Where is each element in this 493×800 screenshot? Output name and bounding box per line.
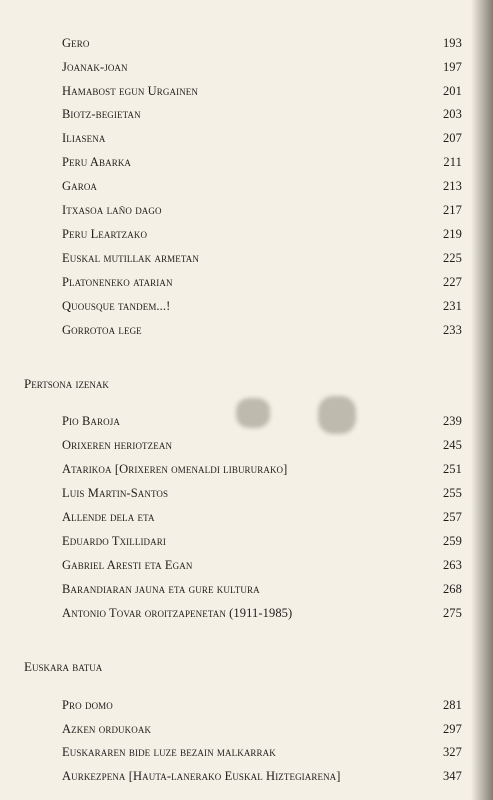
toc-title: Itxasoa laño dago xyxy=(62,203,162,217)
toc-title: Antonio Tovar oroitzapenetan (1911-1985) xyxy=(62,606,293,620)
toc-entry xyxy=(62,745,462,760)
toc-page-number: 347 xyxy=(442,769,462,783)
toc-page-number: 203 xyxy=(442,107,462,121)
page-edge-shadow xyxy=(471,0,493,800)
toc-title: Garoa xyxy=(62,179,98,193)
toc-page-number: 213 xyxy=(442,179,462,193)
toc-entry xyxy=(62,582,462,597)
toc-entry xyxy=(62,606,462,621)
toc-entry xyxy=(62,131,462,146)
toc-title: Barandiaran jauna eta gure kultura xyxy=(62,582,260,596)
toc-title: Azken ordukoak xyxy=(62,722,152,736)
toc-title: Pio Baroja xyxy=(62,414,120,428)
toc-title: Luis Martin-Santos xyxy=(62,486,169,500)
toc-page-number: 251 xyxy=(442,462,462,476)
toc-entry xyxy=(62,534,462,549)
toc-title: Eduardo Txillidari xyxy=(62,534,166,548)
section-heading: Euskara batua xyxy=(24,659,103,674)
toc-title: Euskal mutillak armetan xyxy=(62,251,199,265)
toc-entry xyxy=(62,510,462,525)
toc-page-number: 219 xyxy=(442,227,462,241)
toc-title: Atarikoa [Orixeren omenaldi libururako] xyxy=(62,462,288,476)
toc-entry xyxy=(62,84,462,99)
toc-page-number: 227 xyxy=(442,275,462,289)
toc-page-number: 231 xyxy=(442,299,462,313)
toc-title: Aurkezpena [Hauta-lanerako Euskal Hiztegiarena] xyxy=(62,769,341,783)
section-heading: Pertsona izenak xyxy=(24,376,109,391)
toc-page-number: 217 xyxy=(442,203,462,217)
toc-entry xyxy=(62,203,462,218)
toc-page-number: 201 xyxy=(442,84,462,98)
toc-title: Hamabost egun Urgainen xyxy=(62,84,199,98)
toc-entry xyxy=(62,438,462,453)
toc-page-number: 275 xyxy=(442,606,462,620)
toc-entry xyxy=(62,323,462,338)
toc-entry xyxy=(62,251,462,266)
toc-entry xyxy=(62,155,462,170)
toc-page-number: 225 xyxy=(442,251,462,265)
toc-entry xyxy=(62,722,462,737)
toc-page-number: 245 xyxy=(442,438,462,452)
toc-page-number: 268 xyxy=(442,582,462,596)
toc-title: Quousque tandem...! xyxy=(62,299,171,313)
toc-title: Joanak-joan xyxy=(62,60,128,74)
toc-page-number: 197 xyxy=(442,60,462,74)
toc-title: Biotz-begietan xyxy=(62,107,141,121)
toc-page-number: 233 xyxy=(442,323,462,337)
toc-entry xyxy=(62,299,462,314)
toc-entry xyxy=(62,36,462,51)
toc-title: Peru Leartzako xyxy=(62,227,148,241)
toc-page-number: 281 xyxy=(442,698,462,712)
toc-title: Gorrotoa lege xyxy=(62,323,142,337)
toc-entry xyxy=(62,275,462,290)
toc-title: Iliasena xyxy=(62,131,106,145)
toc-title: Peru Abarka xyxy=(62,155,132,169)
toc-title: Pro domo xyxy=(62,698,113,712)
toc-entry xyxy=(62,558,462,573)
toc-page-number: 207 xyxy=(442,131,462,145)
toc-entry xyxy=(62,486,462,501)
toc-entry xyxy=(62,107,462,122)
toc-entry xyxy=(62,698,462,713)
toc-page-number: 327 xyxy=(442,745,462,759)
toc-title: Allende dela eta xyxy=(62,510,155,524)
toc-entry xyxy=(62,462,462,477)
toc-page-number: 263 xyxy=(442,558,462,572)
toc-title: Gero xyxy=(62,36,90,50)
toc-entry xyxy=(62,60,462,75)
toc-entry xyxy=(62,769,462,784)
toc-entry xyxy=(62,414,462,429)
toc-page-number: 193 xyxy=(442,36,462,50)
toc-page-number: 211 xyxy=(443,155,462,169)
toc-title: Platoneneko atarian xyxy=(62,275,173,289)
toc-page-number: 259 xyxy=(442,534,462,548)
toc-page-number: 297 xyxy=(442,722,462,736)
toc-entry xyxy=(62,179,462,194)
toc-page-number: 239 xyxy=(442,414,462,428)
toc-title: Euskararen bide luze bezain malkarrak xyxy=(62,745,276,759)
toc-title: Gabriel Aresti eta Egan xyxy=(62,558,193,572)
toc-title: Orixeren heriotzean xyxy=(62,438,173,452)
toc-page-number: 255 xyxy=(442,486,462,500)
toc-page-number: 257 xyxy=(442,510,462,524)
toc-entry xyxy=(62,227,462,242)
